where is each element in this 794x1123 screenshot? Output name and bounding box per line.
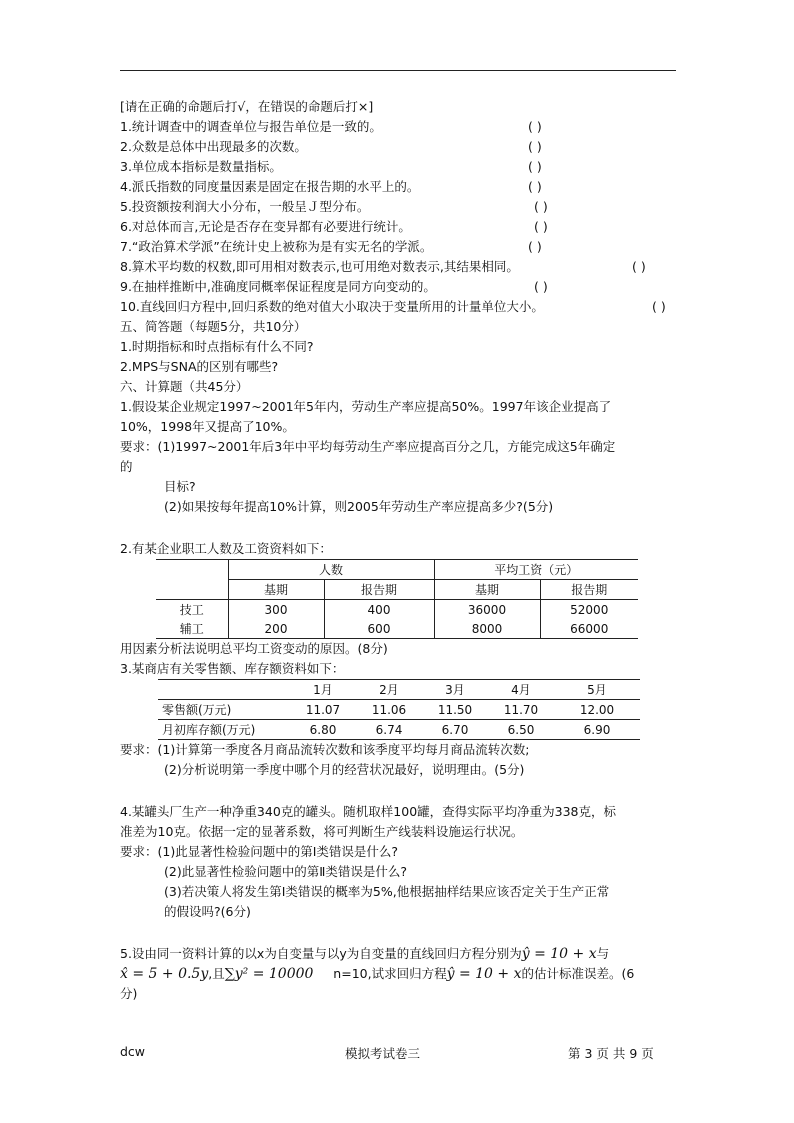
problem3-req2: (2)分析说明第一季度中哪个月的经营状况最好，说明理由。(5分) bbox=[164, 762, 525, 777]
footer-author: dcw bbox=[120, 1044, 146, 1059]
row-label: 辅工 bbox=[156, 619, 228, 639]
month-header: 3月 bbox=[422, 680, 488, 700]
tf-item-text: 4.派氏指数的同度量因素是固定在报告期的水平上的。 bbox=[120, 179, 420, 194]
table-cell: 400 bbox=[324, 600, 434, 620]
answer-blank: ( ) bbox=[534, 199, 548, 214]
problem2-requirement: 用因素分析法说明总平均工资变动的原因。(8分) bbox=[120, 641, 388, 656]
tf-item-text: 8.算术平均数的权数,即可用相对数表示,也可用绝对数表示,其结果相同。 bbox=[120, 259, 519, 274]
problem1-line4: 的 bbox=[120, 459, 133, 474]
table-row bbox=[156, 600, 638, 620]
problem2-intro: 2.有某企业职工人数及工资资料如下： bbox=[120, 541, 332, 556]
tf-item-6 bbox=[120, 217, 680, 237]
table-cell: 66000 bbox=[540, 619, 638, 639]
footer-title: 模拟考试卷三 bbox=[345, 1046, 421, 1061]
table-cell: 6.74 bbox=[356, 720, 422, 740]
month-header: 1月 bbox=[290, 680, 356, 700]
table-cell: 600 bbox=[324, 619, 434, 639]
tf-item-2 bbox=[120, 137, 680, 157]
problem5-text: n=10,试求回归方程 bbox=[333, 966, 447, 981]
problem5-line2 bbox=[120, 964, 680, 984]
table-row bbox=[158, 700, 640, 720]
month-header: 4月 bbox=[488, 680, 554, 700]
tf-item-text: 9.在抽样推断中,准确度同概率保证程度是同方向变动的。 bbox=[120, 279, 436, 294]
answer-blank: ( ) bbox=[528, 159, 542, 174]
problem4-line3: 要求：(1)此显著性检验问题中的第Ⅰ类错误是什么? bbox=[120, 844, 399, 859]
problem1-line5: 目标? bbox=[164, 479, 196, 494]
problem4-line2: 准差为10克。依据一定的显著系数，将可判断生产线装料设施运行状况。 bbox=[120, 824, 524, 839]
instruction: [请在正确的命题后打√，在错误的命题后打×] bbox=[120, 99, 374, 114]
tf-item-text: 5.投资额按利润大小分布，一般呈Ｊ型分布。 bbox=[120, 199, 370, 214]
tf-item-8 bbox=[120, 257, 680, 277]
problem4-line4: (2)此显著性检验问题中的第Ⅱ类错误是什么? bbox=[164, 864, 407, 879]
col-header-base: 基期 bbox=[434, 580, 540, 600]
table-cell: 300 bbox=[228, 600, 324, 620]
answer-blank: ( ) bbox=[528, 119, 542, 134]
table-cell: 6.80 bbox=[290, 720, 356, 740]
answer-blank: ( ) bbox=[534, 219, 548, 234]
table-row bbox=[156, 619, 638, 639]
tf-item-3 bbox=[120, 157, 680, 177]
staff-wage-table bbox=[156, 559, 638, 639]
table-cell: 11.70 bbox=[488, 700, 554, 720]
problem5-text: 5.设由同一资料计算的以x为自变量与以y为自变量的直线回归方程分别为 bbox=[120, 946, 522, 961]
tf-item-10 bbox=[120, 297, 680, 317]
problem5-text: 的估计标准误差。(6 bbox=[521, 966, 635, 981]
tf-item-1 bbox=[120, 117, 680, 137]
table-cell: 6.90 bbox=[554, 720, 640, 740]
tf-item-7 bbox=[120, 237, 680, 257]
problem4-line1: 4.某罐头厂生产一种净重340克的罐头。随机取样100罐，查得实际平均净重为338克，标 bbox=[120, 804, 617, 819]
answer-blank: ( ) bbox=[534, 279, 548, 294]
short-answer-q2: 2.MPS与SNA的区别有哪些? bbox=[120, 359, 279, 374]
tf-item-text: 3.单位成本指标是数量指标。 bbox=[120, 159, 282, 174]
short-answer-q1: 1.时期指标和时点指标有什么不同? bbox=[120, 339, 314, 354]
problem3-req1: 要求：(1)计算第一季度各月商品流转次数和该季度平均每月商品流转次数; bbox=[120, 742, 530, 757]
section6-title: 六、计算题（共45分） bbox=[120, 379, 249, 394]
answer-blank: ( ) bbox=[528, 239, 542, 254]
tf-item-text: 7.“政治算术学派”在统计史上被称为是有实无名的学派。 bbox=[120, 239, 433, 254]
answer-blank: ( ) bbox=[652, 299, 666, 314]
equation-y-on-x: ŷ = 10 + x bbox=[521, 946, 597, 962]
table-cell: 8000 bbox=[434, 619, 540, 639]
problem5-line1 bbox=[120, 944, 680, 964]
problem3-intro: 3.某商店有关零售额、库存额资料如下： bbox=[120, 661, 345, 676]
group-header-headcount: 人数 bbox=[228, 560, 434, 580]
answer-blank: ( ) bbox=[632, 259, 646, 274]
table-cell: 11.50 bbox=[422, 700, 488, 720]
tf-item-text: 6.对总体而言,无论是否存在变异都有必要进行统计。 bbox=[120, 219, 411, 234]
sales-inventory-table bbox=[158, 679, 640, 740]
row-label: 技工 bbox=[179, 603, 204, 617]
tf-item-text: 2.众数是总体中出现最多的次数。 bbox=[120, 139, 307, 154]
problem1-line3: 要求：(1)1997~2001年后3年中平均每劳动生产率应提高百分之几，方能完成这5年确定 bbox=[120, 439, 616, 454]
tf-item-4 bbox=[120, 177, 680, 197]
group-header-avg-wage: 平均工资（元） bbox=[434, 560, 638, 580]
equation-x-on-y: x̂ = 5 + 0.5y bbox=[120, 966, 209, 982]
tf-item-text: 10.直线回归方程中,回归系数的绝对值大小取决于变量所用的计量单位大小。 bbox=[120, 299, 544, 314]
tf-item-text: 1.统计调查中的调查单位与报告单位是一致的。 bbox=[120, 119, 382, 134]
problem5-text: 与 bbox=[596, 946, 610, 961]
problem5-line3: 分) bbox=[120, 986, 138, 1001]
table-cell: 52000 bbox=[540, 600, 638, 620]
answer-blank: ( ) bbox=[528, 139, 542, 154]
month-header: 2月 bbox=[356, 680, 422, 700]
problem4-line5: (3)若决策人将发生第Ⅰ类错误的概率为5%,他根据抽样结果应该否定关于生产正常 bbox=[164, 884, 610, 899]
problem1-line6: (2)如果按每年提高10%计算，则2005年劳动生产率应提高多少?(5分) bbox=[164, 499, 554, 514]
col-header-report: 报告期 bbox=[324, 580, 434, 600]
row-label: 月初库存额(万元) bbox=[158, 720, 290, 740]
month-header: 5月 bbox=[554, 680, 640, 700]
problem5-text: ,且 bbox=[208, 966, 225, 981]
table-cell: 11.07 bbox=[290, 700, 356, 720]
table-cell: 6.70 bbox=[422, 720, 488, 740]
footer-page-number: 第 3 页 共 9 页 bbox=[568, 1046, 654, 1061]
table-cell: 36000 bbox=[434, 600, 540, 620]
table-cell: 6.50 bbox=[488, 720, 554, 740]
col-header-base: 基期 bbox=[228, 580, 324, 600]
table-cell: 200 bbox=[228, 619, 324, 639]
tf-item-9 bbox=[120, 277, 680, 297]
problem4-line6: 的假设吗?(6分) bbox=[164, 904, 251, 919]
table-cell: 11.06 bbox=[356, 700, 422, 720]
tf-item-5 bbox=[120, 197, 680, 217]
table-cell: 12.00 bbox=[554, 700, 640, 720]
table-row bbox=[158, 720, 640, 740]
header-rule bbox=[120, 70, 676, 71]
exam-page-content bbox=[120, 97, 680, 1004]
problem1-line1: 1.假设某企业规定1997~2001年5年内，劳动生产率应提高50%。1997年该企业提高了 bbox=[120, 399, 612, 414]
row-label: 零售额(万元) bbox=[158, 700, 290, 720]
col-header-report: 报告期 bbox=[540, 580, 638, 600]
equation-regression: ŷ = 10 + x bbox=[446, 966, 522, 982]
problem1-line2: 10%，1998年又提高了10%。 bbox=[120, 419, 295, 434]
equation-sum-y2: ∑y² = 10000 bbox=[224, 966, 314, 982]
section5-title: 五、简答题（每题5分，共10分） bbox=[120, 319, 307, 334]
answer-blank: ( ) bbox=[528, 179, 542, 194]
